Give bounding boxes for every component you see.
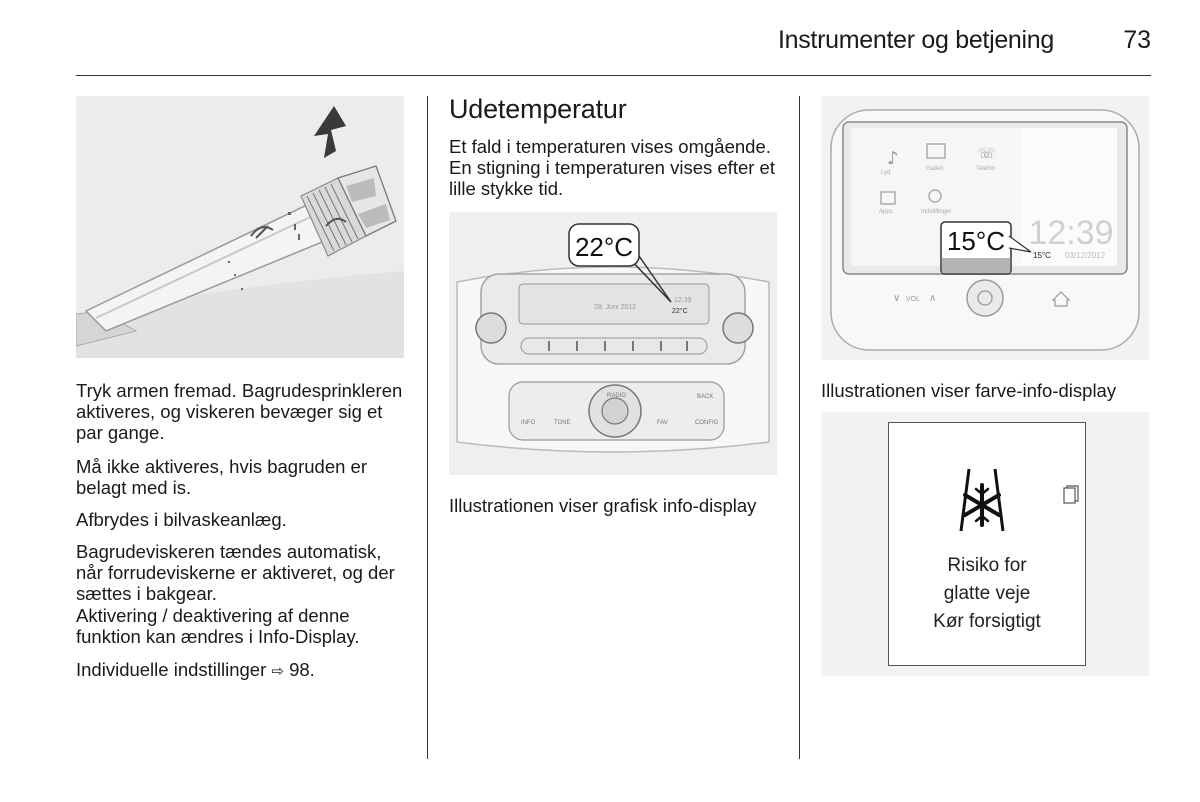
frost-warning-card [888,422,1086,666]
button-label: CONFIG [695,420,719,426]
wiper-lever-figure [76,96,404,358]
app-label: Lyd [881,170,891,176]
svg-text:☏: ☏ [978,146,996,162]
display-clock: 12:39 [1028,214,1114,252]
svg-text:∧: ∧ [929,293,937,304]
app-label: Galleri [926,166,944,172]
section-heading: Udetemperatur [449,94,627,124]
frost-warning-icon [947,465,1017,535]
display-time: 12:39 [674,297,692,304]
crossref-text: Individuelle indstillinger [76,659,267,680]
button-label: INFO [521,420,536,426]
callout-temperature: 22°C [574,232,634,262]
svg-text:∨: ∨ [893,293,901,304]
display-date: 28. Juni 2012 [594,304,637,311]
column-divider [427,96,428,759]
paragraph: Afbrydes i bilvaskeanlæg. [76,509,287,530]
crossref-page: 98. [289,659,315,680]
color-info-display-figure [821,96,1149,360]
paragraph: Bagrudeviskeren tændes automatisk, når forrudeviskerne er aktiveret, og der sættes i bakgear. [76,541,395,604]
crossref-arrow-icon: ⇨ [271,662,284,680]
header-title: Instrumenter og betjening [777,26,1054,54]
display-small-temp: 15°C [1033,251,1051,260]
figure-caption: Illustrationen viser farve-info-display [821,380,1117,401]
button-label: RADIO [607,393,627,399]
button-label: TONE [554,420,571,426]
graphic-info-display-figure [449,212,777,475]
warning-line: Risiko for [947,555,1027,576]
page-number: 73 [1123,26,1151,54]
page-icon [1063,485,1079,505]
warning-line: Kør forsigtigt [933,611,1041,632]
warning-line: glatte veje [943,583,1031,604]
column-divider [799,96,800,759]
paragraph: Må ikke aktiveres, hvis bagruden er belagt med is. [76,456,367,498]
display-small-temp: 22°C [672,308,688,315]
paragraph: Aktivering / deaktivering af denne funktion kan ændres i Info-Display. [76,605,360,647]
app-label: Apps [879,209,893,215]
intro-paragraph: Et fald i temperaturen vises omgående. En stigning i temperaturen vises efter et lille stykke tid. [449,136,775,199]
callout-temperature: 15°C [946,226,1006,256]
crossref-paragraph [76,659,411,682]
app-label: Indstillinger [921,209,952,215]
header-rule [76,75,1151,76]
figure-caption: Illustrationen viser grafisk info-display [449,495,757,516]
vol-label: VOL [906,296,921,303]
app-label: Telefon [976,166,996,172]
button-label: BACK [697,394,714,400]
display-date: 03/12/2012 [1065,251,1106,260]
button-label: FAV [657,420,668,426]
paragraph: Tryk armen fremad. Bagrudesprinkleren aktiveres, og viskeren bevæger sig et par gange. [76,380,403,443]
svg-text:♪: ♪ [887,148,899,169]
